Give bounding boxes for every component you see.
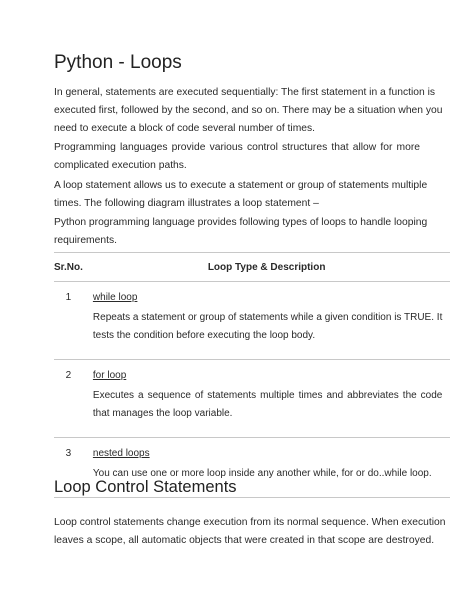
- page-title: Python - Loops: [54, 52, 182, 73]
- text-line: need to execute a block of code several number of times.: [54, 123, 316, 134]
- text-line: leaves a scope, all automatic objects that were created in that scope are destroyed.: [54, 535, 435, 546]
- text-line: Executes a sequence of statements multiple times and abbreviates the code: [92, 390, 443, 401]
- loop-statement-paragraph: [54, 177, 428, 213]
- control-structures-paragraph: [54, 139, 420, 175]
- text-line: A loop statement allows us to execute a statement or group of statements multiple: [54, 180, 428, 191]
- table-row: [54, 282, 450, 360]
- section-heading: Loop Control Statements: [54, 478, 237, 496]
- text-line: requirements.: [54, 235, 117, 246]
- nested-loops-link[interactable]: nested loops: [92, 448, 150, 459]
- loop-types-table: [54, 252, 450, 498]
- loop-control-paragraph: [54, 514, 446, 550]
- row-description: [93, 309, 442, 345]
- table-header-row: [54, 253, 450, 282]
- text-line: tests the condition before executing the loop body.: [92, 330, 316, 341]
- loop-types-paragraph: [54, 214, 428, 250]
- intro-paragraph: [54, 84, 443, 138]
- row-description: [93, 387, 442, 423]
- text-line: Programming languages provide various control structures that allow for more: [54, 142, 420, 153]
- text-line: that manages the loop variable.: [92, 408, 233, 419]
- while-loop-link[interactable]: while loop: [92, 292, 138, 303]
- text-line: complicated execution paths.: [54, 160, 187, 171]
- table-row: [54, 360, 450, 438]
- text-line: In general, statements are executed sequentially: The first statement in a function is: [54, 87, 436, 98]
- text-line: executed first, followed by the second, and so on. There may be a situation when you: [54, 105, 443, 116]
- header-loop-type: Loop Type & Description: [83, 253, 450, 282]
- text-line: Repeats a statement or group of statements while a given condition is TRUE. It: [92, 312, 443, 323]
- row-description-cell: [83, 282, 450, 360]
- row-number: 2: [54, 360, 83, 438]
- row-number: 3: [54, 438, 83, 498]
- text-line: Python programming language provides following types of loops to handle looping: [54, 217, 428, 228]
- row-description-cell: [83, 360, 450, 438]
- text-line: times. The following diagram illustrates a loop statement –: [54, 198, 319, 209]
- for-loop-link[interactable]: for loop: [92, 370, 127, 381]
- text-line: Loop control statements change execution from its normal sequence. When execution: [54, 517, 446, 528]
- row-number: 1: [54, 282, 83, 360]
- header-sr-no: Sr.No.: [54, 253, 83, 282]
- text-line: You can use one or more loop inside any another while, for or do..while loop.: [92, 468, 432, 479]
